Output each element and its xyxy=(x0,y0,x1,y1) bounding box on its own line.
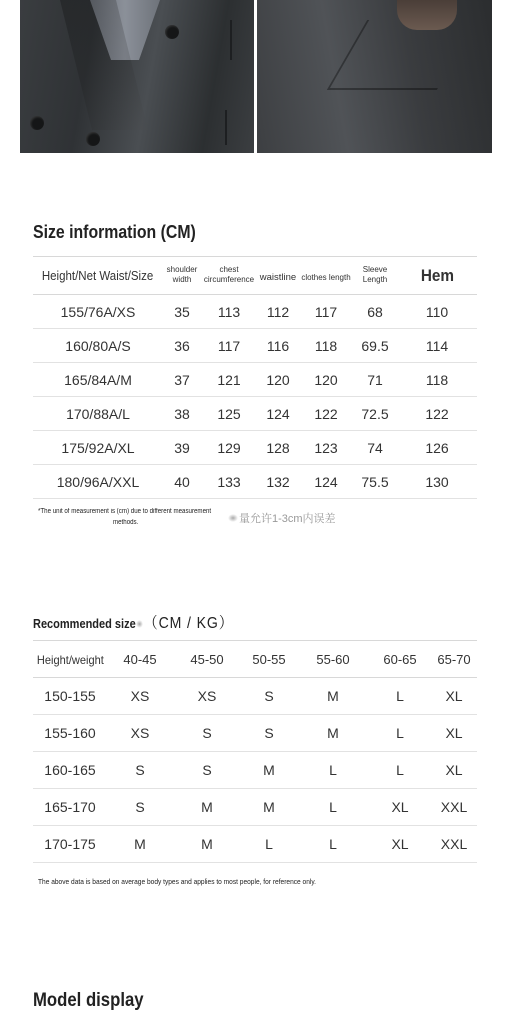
size-header-cell xyxy=(397,257,477,295)
size-header-label: waistline xyxy=(259,271,297,283)
size-value-cell: 122 xyxy=(299,397,353,431)
recommended-header-label: 50-55 xyxy=(252,651,286,667)
size-value-cell: 126 xyxy=(397,431,477,465)
recommended-size-cell: L xyxy=(241,826,297,863)
recommended-table-row xyxy=(33,752,477,789)
recommended-table-row xyxy=(33,789,477,826)
recommended-header-cell xyxy=(33,641,107,678)
recommended-size-cell: L xyxy=(297,789,369,826)
recommended-header-cell xyxy=(173,641,241,678)
size-value-cell: 39 xyxy=(163,431,201,465)
recommended-header-label: Height/weight xyxy=(36,652,104,667)
height-range-cell: 155-160 xyxy=(33,715,107,752)
recommended-header-label: 40-45 xyxy=(123,651,157,667)
size-value-cell: 123 xyxy=(299,431,353,465)
coat-pocket-photo xyxy=(257,0,492,153)
size-note-line1: *The unit of measurement is (cm) due to different measurement xyxy=(38,508,212,515)
size-value-cell: 133 xyxy=(201,465,257,499)
recommended-size-cell: XL xyxy=(431,678,477,715)
size-value-cell: 112 xyxy=(257,295,299,329)
recommended-size-cell: S xyxy=(173,715,241,752)
height-range-cell: 150-155 xyxy=(33,678,107,715)
recommended-size-cell: XS xyxy=(107,678,173,715)
height-range-cell: 165-170 xyxy=(33,789,107,826)
size-value-cell: 110 xyxy=(397,295,477,329)
model-display-title: Model display xyxy=(33,990,144,1011)
size-label-cell: 170/88A/L xyxy=(33,397,163,431)
size-header-label: Sleeve Length xyxy=(362,264,388,284)
size-label-cell: 155/76A/XS xyxy=(33,295,163,329)
product-photos xyxy=(20,0,492,153)
recommended-table-row xyxy=(33,678,477,715)
size-value-cell: 132 xyxy=(257,465,299,499)
size-value-cell: 40 xyxy=(163,465,201,499)
size-info-title: Size information (CM) xyxy=(33,222,196,242)
size-table-row xyxy=(33,431,477,465)
size-table-row xyxy=(33,397,477,431)
size-header-cell xyxy=(257,257,299,295)
recommended-size-cell: M xyxy=(297,678,369,715)
size-value-cell: 117 xyxy=(299,295,353,329)
size-table-row xyxy=(33,465,477,499)
size-table-row xyxy=(33,295,477,329)
recommended-size-cell: M xyxy=(241,752,297,789)
size-table-header xyxy=(33,257,477,295)
size-label-cell: 160/80A/S xyxy=(33,329,163,363)
size-header-label: chest circumference xyxy=(203,264,255,284)
size-note-cn xyxy=(228,510,336,526)
size-header-cell xyxy=(299,257,353,295)
recommended-size-cell: S xyxy=(173,752,241,789)
size-label-cell: 175/92A/XL xyxy=(33,431,163,465)
recommended-table-row xyxy=(33,826,477,863)
recommended-table xyxy=(33,640,477,863)
size-value-cell: 72.5 xyxy=(353,397,397,431)
size-value-cell: 113 xyxy=(201,295,257,329)
recommended-size-cell: XXL xyxy=(431,826,477,863)
recommended-title-prefix: Recommended size xyxy=(33,617,136,631)
height-range-cell: 160-165 xyxy=(33,752,107,789)
size-header-label: shoulder width xyxy=(166,264,198,284)
recommended-size-cell: XL xyxy=(431,752,477,789)
recommended-size-cell: L xyxy=(297,752,369,789)
recommended-size-cell: L xyxy=(369,678,431,715)
recommended-size-cell: XXL xyxy=(431,789,477,826)
size-value-cell: 120 xyxy=(299,363,353,397)
size-value-cell: 69.5 xyxy=(353,329,397,363)
size-table-row xyxy=(33,363,477,397)
size-table-row xyxy=(33,329,477,363)
size-value-cell: 37 xyxy=(163,363,201,397)
recommended-header-label: 65-70 xyxy=(437,651,471,667)
size-value-cell: 121 xyxy=(201,363,257,397)
size-value-cell: 35 xyxy=(163,295,201,329)
size-value-cell: 117 xyxy=(201,329,257,363)
recommended-header-label: 55-60 xyxy=(316,651,350,667)
recommended-header-cell xyxy=(107,641,173,678)
size-value-cell: 130 xyxy=(397,465,477,499)
recommended-size-cell: XS xyxy=(173,678,241,715)
size-header-cell xyxy=(201,257,257,295)
recommended-size-cell: M xyxy=(297,715,369,752)
recommended-size-cell: M xyxy=(173,789,241,826)
recommended-table-row xyxy=(33,715,477,752)
size-header-label: Height/Net Waist/Size xyxy=(42,268,154,283)
recommended-title xyxy=(33,610,234,633)
recommended-size-cell: L xyxy=(297,826,369,863)
recommended-header-cell xyxy=(369,641,431,678)
size-value-cell: 122 xyxy=(397,397,477,431)
recommended-header-cell xyxy=(431,641,477,678)
size-value-cell: 118 xyxy=(397,363,477,397)
size-value-cell: 75.5 xyxy=(353,465,397,499)
recommended-size-cell: L xyxy=(369,752,431,789)
recommended-size-cell: S xyxy=(241,715,297,752)
size-value-cell: 118 xyxy=(299,329,353,363)
recommended-size-cell: M xyxy=(173,826,241,863)
size-value-cell: 129 xyxy=(201,431,257,465)
size-header-cell xyxy=(163,257,201,295)
recommended-size-cell: M xyxy=(241,789,297,826)
recommended-size-cell: L xyxy=(369,715,431,752)
size-header-cell xyxy=(353,257,397,295)
size-header-label: Hem xyxy=(420,265,454,285)
recommended-header-cell xyxy=(297,641,369,678)
recommended-size-cell: S xyxy=(107,789,173,826)
recommended-header-label: 60-65 xyxy=(383,651,417,667)
size-value-cell: 124 xyxy=(257,397,299,431)
size-value-cell: 116 xyxy=(257,329,299,363)
size-value-cell: 125 xyxy=(201,397,257,431)
size-value-cell: 71 xyxy=(353,363,397,397)
recommended-table-header xyxy=(33,641,477,678)
size-header-label: clothes length xyxy=(301,272,351,282)
size-note-line2: methods. xyxy=(113,519,139,526)
size-label-cell: 165/84A/M xyxy=(33,363,163,397)
recommended-size-cell: XL xyxy=(431,715,477,752)
coat-front-photo xyxy=(20,0,254,153)
size-value-cell: 36 xyxy=(163,329,201,363)
size-value-cell: 74 xyxy=(353,431,397,465)
recommended-size-cell: M xyxy=(107,826,173,863)
recommended-header-label: 45-50 xyxy=(190,651,224,667)
height-range-cell: 170-175 xyxy=(33,826,107,863)
size-value-cell: 114 xyxy=(397,329,477,363)
size-note-cn-text: 量允许1-3cm内误差 xyxy=(239,513,336,525)
recommended-note: The above data is based on average body types and applies to most people, for reference only. xyxy=(38,877,316,886)
size-label-cell: 180/96A/XXL xyxy=(33,465,163,499)
size-value-cell: 120 xyxy=(257,363,299,397)
recommended-title-suffix: （CM / KG） xyxy=(143,615,234,632)
recommended-size-cell: S xyxy=(107,752,173,789)
size-header-cell xyxy=(33,257,163,295)
size-value-cell: 38 xyxy=(163,397,201,431)
recommended-size-cell: XL xyxy=(369,826,431,863)
size-value-cell: 124 xyxy=(299,465,353,499)
size-table xyxy=(33,256,477,499)
size-value-cell: 68 xyxy=(353,295,397,329)
recommended-header-cell xyxy=(241,641,297,678)
recommended-size-cell: XL xyxy=(369,789,431,826)
recommended-size-cell: S xyxy=(241,678,297,715)
recommended-size-cell: XS xyxy=(107,715,173,752)
size-value-cell: 128 xyxy=(257,431,299,465)
